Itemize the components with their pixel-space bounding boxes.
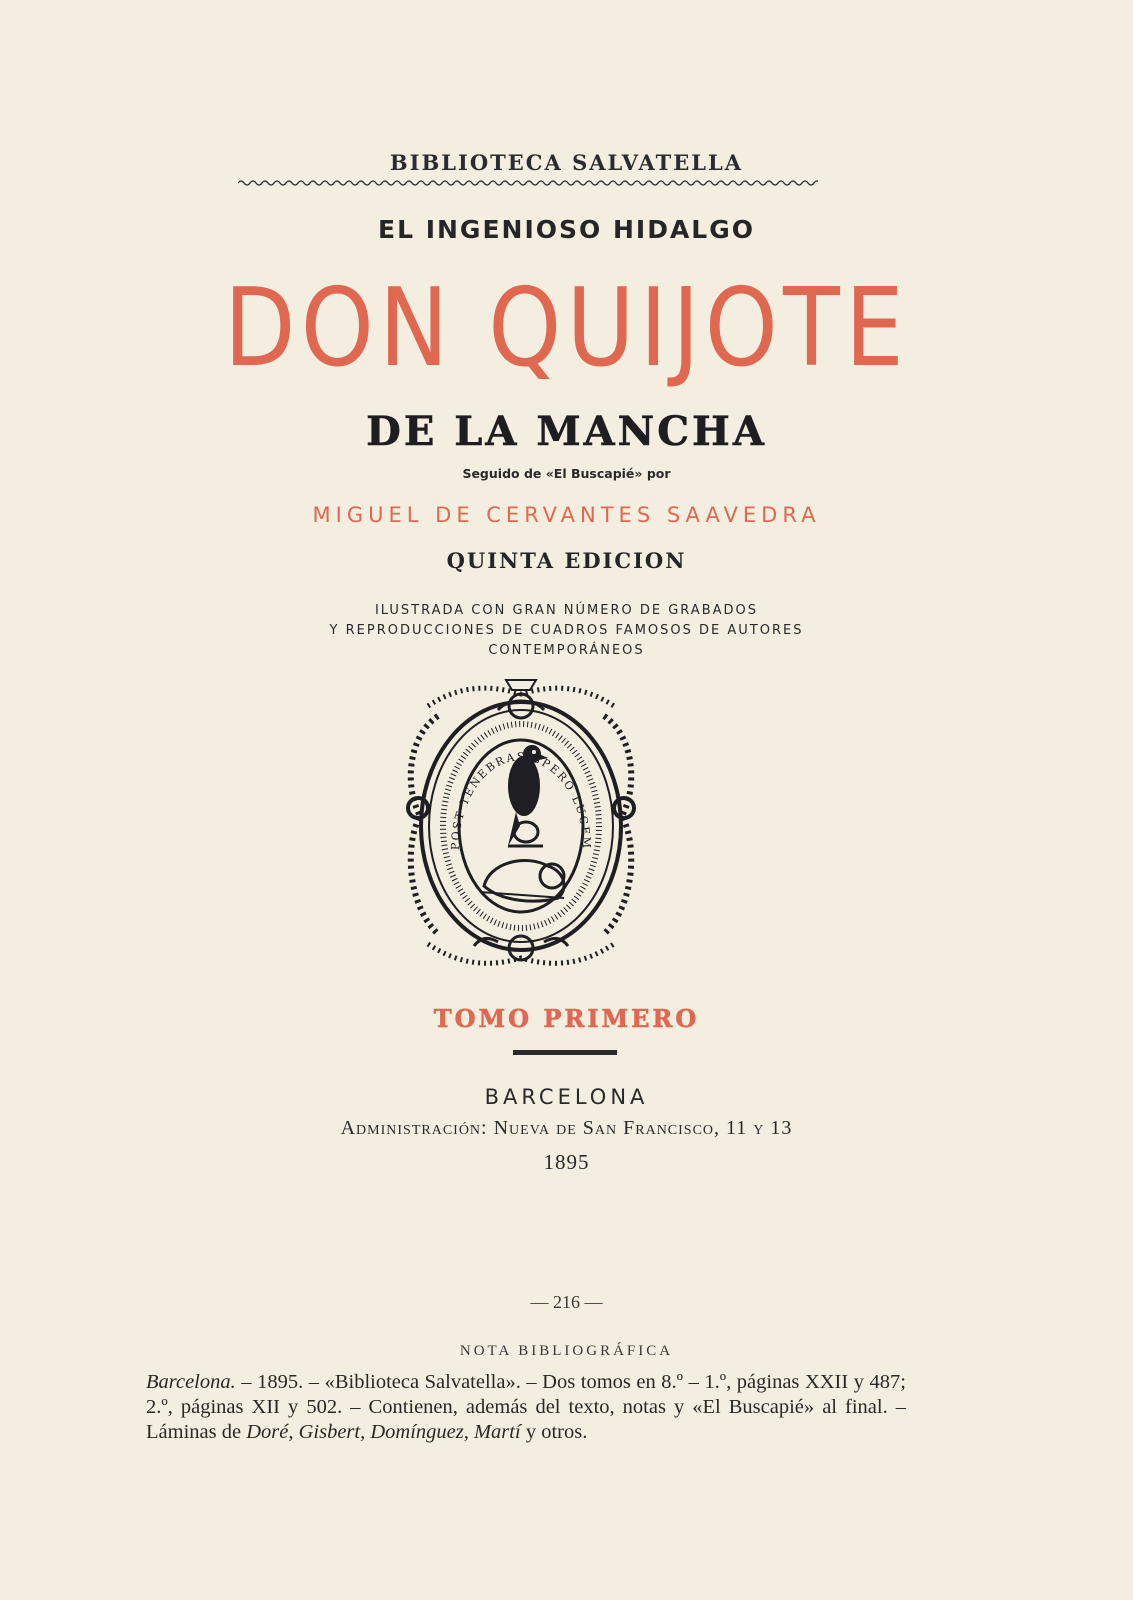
printers-device-emblem-icon — [398, 676, 644, 976]
edition-label: QUINTA EDICION — [446, 548, 687, 573]
note-artist: Martí — [473, 1421, 521, 1443]
note-artist: Doré — [246, 1421, 289, 1443]
page-number: — 216 — — [530, 1292, 603, 1312]
subtitle-top: EL INGENIOSO HIDALGO — [378, 215, 755, 244]
note-text: – 1895. – «Biblioteca Salvatella». – Dos tomos en 8.º – 1.º, páginas XXII y 487; 2.º, páginas XII y 502. – Contienen, además del texto, notas y «El Buscapié» al final. – Láminas de — [146, 1371, 906, 1443]
illustration-line: ILUSTRADA CON GRAN NÚMERO DE GRABADOS — [374, 603, 759, 618]
publication-year: 1895 — [543, 1150, 590, 1174]
publisher-address: Administración: Nueva de San Francisco, 11 y 13 — [340, 1117, 793, 1139]
divider-rule — [513, 1050, 617, 1055]
volume-label: TOMO PRIMERO — [433, 1004, 700, 1033]
series-title: BIBLIOTECA SALVATELLA — [389, 150, 744, 175]
note-separator: , — [360, 1421, 371, 1443]
note-text: y otros. — [520, 1421, 588, 1443]
illustration-line: Y REPRODUCCIONES DE CUADROS FAMOSOS DE AUTORES — [329, 623, 804, 638]
note-separator: , — [463, 1421, 474, 1443]
emblem-motto: POST TENEBRAS SPERO LUCEM — [448, 750, 594, 851]
note-place: Barcelona. — [146, 1371, 236, 1393]
main-title: DON QUIJOTE — [224, 266, 909, 391]
followed-by-line: Seguido de «El Buscapié» por — [462, 466, 671, 481]
note-artist: Gisbert — [298, 1421, 361, 1443]
note-artist: Domínguez — [370, 1421, 464, 1443]
note-separator: , — [288, 1421, 299, 1443]
subtitle-bottom: DE LA MANCHA — [366, 408, 767, 455]
city-name: BARCELONA — [484, 1085, 649, 1109]
illustration-line: CONTEMPORÁNEOS — [488, 643, 645, 658]
bibliographic-note — [146, 1370, 906, 1445]
note-heading: NOTA BIBLIOGRÁFICA — [459, 1343, 674, 1359]
author-name: MIGUEL DE CERVANTES SAAVEDRA — [312, 503, 821, 527]
illustration-note — [0, 601, 1133, 661]
wavy-rule — [238, 179, 818, 187]
